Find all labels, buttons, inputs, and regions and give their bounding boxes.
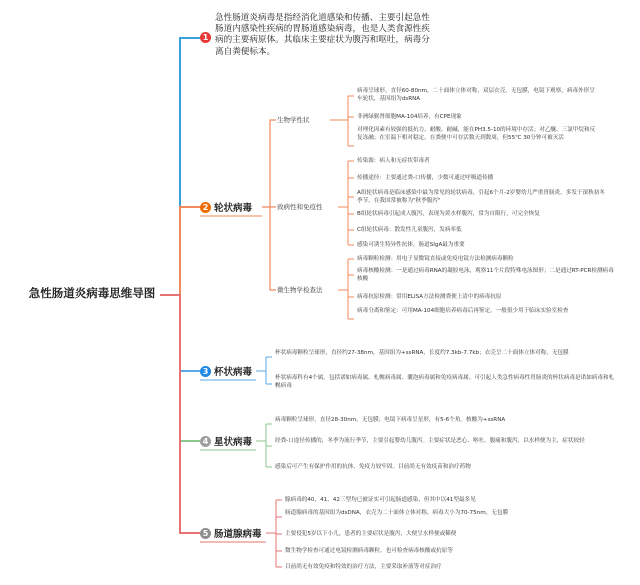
leaf-adeno-4: 微生物学检查可通过电镜检测病毒颗粒，也可检查病毒核酸或抗原等 <box>285 548 453 554</box>
leaf-patho-5: C组轮状病毒：散发性儿童腹泻，发病率低 <box>357 227 462 233</box>
leaf-calici-2: 杯状病毒科有4个属，包括诺如病毒属、札幌病毒属、囊泡病毒属和免疫病毒属。可引起人类急性病毒性胃肠炎的杯状病毒是诺如病毒和札幌病毒 <box>275 375 615 390</box>
branch-3-label: 杯状病毒 <box>214 367 253 378</box>
leaf-adeno-2: 肠道腺病毒的基因组为dsDNA，衣壳为二十面体立体对称，病毒大小为70-75nm，无包膜 <box>285 510 509 516</box>
branch-4-label: 星状病毒 <box>214 437 253 448</box>
branch-4-number-icon: 4 <box>200 436 211 447</box>
leaf-biology-3: 对理化因素有较强的抵抗力，耐酸、耐碱，能在PH3.5-10的环境中存活；对乙醚、三氯甲烷和反复冻融；在室温下相对稳定，在粪便中可存活数天到数周，但55℃ 30分钟可被灭活 <box>357 127 596 142</box>
leaf-adeno-5: 目前尚无有效免疫和特效的治疗方法，主要采取补液等对症治疗 <box>285 564 442 570</box>
leaf-astro-2: 经粪-口途径传播的，冬季为流行季节，主要引起婴幼儿腹泻。主要症状是恶心、呕吐、腹痛和腹泻，以水样便为主，症状较轻 <box>275 438 585 444</box>
leaf-lab-3: 病毒抗原检测：常用ELISA方法检测粪便上清中的病毒抗原 <box>357 294 502 300</box>
branch-1-number-icon: 1 <box>200 32 211 43</box>
branch-3-number-icon: 3 <box>200 366 211 377</box>
leaf-patho-6: 感染可诱生特异性抗体，肠道SIgA最为重要 <box>357 242 465 248</box>
leaf-lab-1: 病毒颗粒检测：用电子显微镜直接或免疫电镜方法检测病毒颗粒 <box>357 256 514 262</box>
branch-5-adenovirus <box>200 524 262 542</box>
leaf-biology-1: 病毒呈球形，直径60-80nm，二十面体立体对称，双层衣壳，无包膜，电镜下观察，病毒外形呈车轮状，基因组为dsRNA <box>357 88 595 103</box>
sub-pathogenicity: 致病性和免疫性 <box>277 203 323 211</box>
connector-b4-leaves <box>256 424 272 467</box>
connector-root-b5 <box>160 295 200 533</box>
leaf-patho-4: B组轮状病毒引起成人腹泻，表现为黄水样腹泻，常为自限行，可完全恢复 <box>357 211 540 217</box>
leaf-patho-2: 传播途径：主要通过粪-口传播，少数可通过呼吸道传播 <box>357 175 494 181</box>
connector-b2-subs <box>262 120 276 290</box>
leaf-patho-1: 传染源：病人和无症状带毒者 <box>357 158 430 164</box>
connector-b3-leaves <box>256 357 272 384</box>
leaf-patho-3: A组轮状病毒是临床感染中最为常见的轮状病毒，引起6个月-2岁婴幼儿严重胃肠炎，多发于深秋初冬季节，在我国常被称为"秋季腹泻" <box>357 190 605 205</box>
branch-2-number-icon: 2 <box>200 202 211 213</box>
connector-sub3-leaves <box>338 259 354 319</box>
connector-root-b2 <box>160 207 200 295</box>
branch-2-rotavirus <box>200 198 252 216</box>
leaf-adeno-3: 主要侵犯5岁以下小儿，患者的主要症状是腹泻，大便呈水样便或稀便 <box>285 531 457 537</box>
connector-sub2-leaves <box>338 161 354 245</box>
leaf-biology-2: 非洲绿猴肾细胞MA-104培养，有CPE现象 <box>357 114 462 120</box>
leaf-lab-2: 病毒核酸检测：一是通过病毒RNA的凝胶电泳，观察11个片段特殊电泳图形；二是通过RT-PCR检测病毒核酸 <box>357 268 614 283</box>
branch-2-label: 轮状病毒 <box>214 203 253 214</box>
leaf-astro-3: 感染后可产生有保护作用的抗体，免疫力较牢固。目前尚无有效疫苗和治疗药物 <box>275 464 471 470</box>
mindmap-root-title: 急性肠道炎病毒思维导图 <box>28 286 156 300</box>
branch-1-intro <box>200 13 436 61</box>
sub-biology: 生物学性状 <box>277 116 310 124</box>
branch-5-number-icon: 5 <box>200 528 211 539</box>
branch-5-label: 肠道腺病毒 <box>214 529 262 540</box>
leaf-lab-4: 病毒分离和鉴定：可用MA-104细胞培养病毒后再鉴定，一般很少用于临床实验室检查 <box>357 308 569 314</box>
sub-lab-tests: 微生物学检查法 <box>277 286 323 294</box>
branch-1-text: 急性肠道炎病毒是指经消化道感染和传播、主要引起急性肠道内感染性疾病的胃肠道感染病毒，也是人类食源性疾病的主要病原体。其临床主要症状为腹泻和呕吐，病毒分离自粪便标本。 <box>215 13 430 57</box>
connector-b5-leaves <box>266 500 282 567</box>
branch-4-astrovirus <box>200 432 252 450</box>
connector-sub1-leaves <box>330 96 354 146</box>
leaf-adeno-1: 腺病毒的40、41、42三型均已被证实可引起肠道感染，但其中以41型最多见 <box>285 497 476 503</box>
branch-3-calicivirus <box>200 362 252 380</box>
leaf-astro-1: 病毒颗粒呈球形，直径28-30nm，无包膜；电镜下病毒呈星形，有5-6个角。核酸为+ssRNA <box>275 417 506 423</box>
leaf-calici-1: 杯状病毒颗粒呈球形，直径约27-38nm，基因组为+ssRNA，长度约7.3kb-7.7kb；衣壳呈二十面体立体对称，无包膜 <box>275 350 569 356</box>
